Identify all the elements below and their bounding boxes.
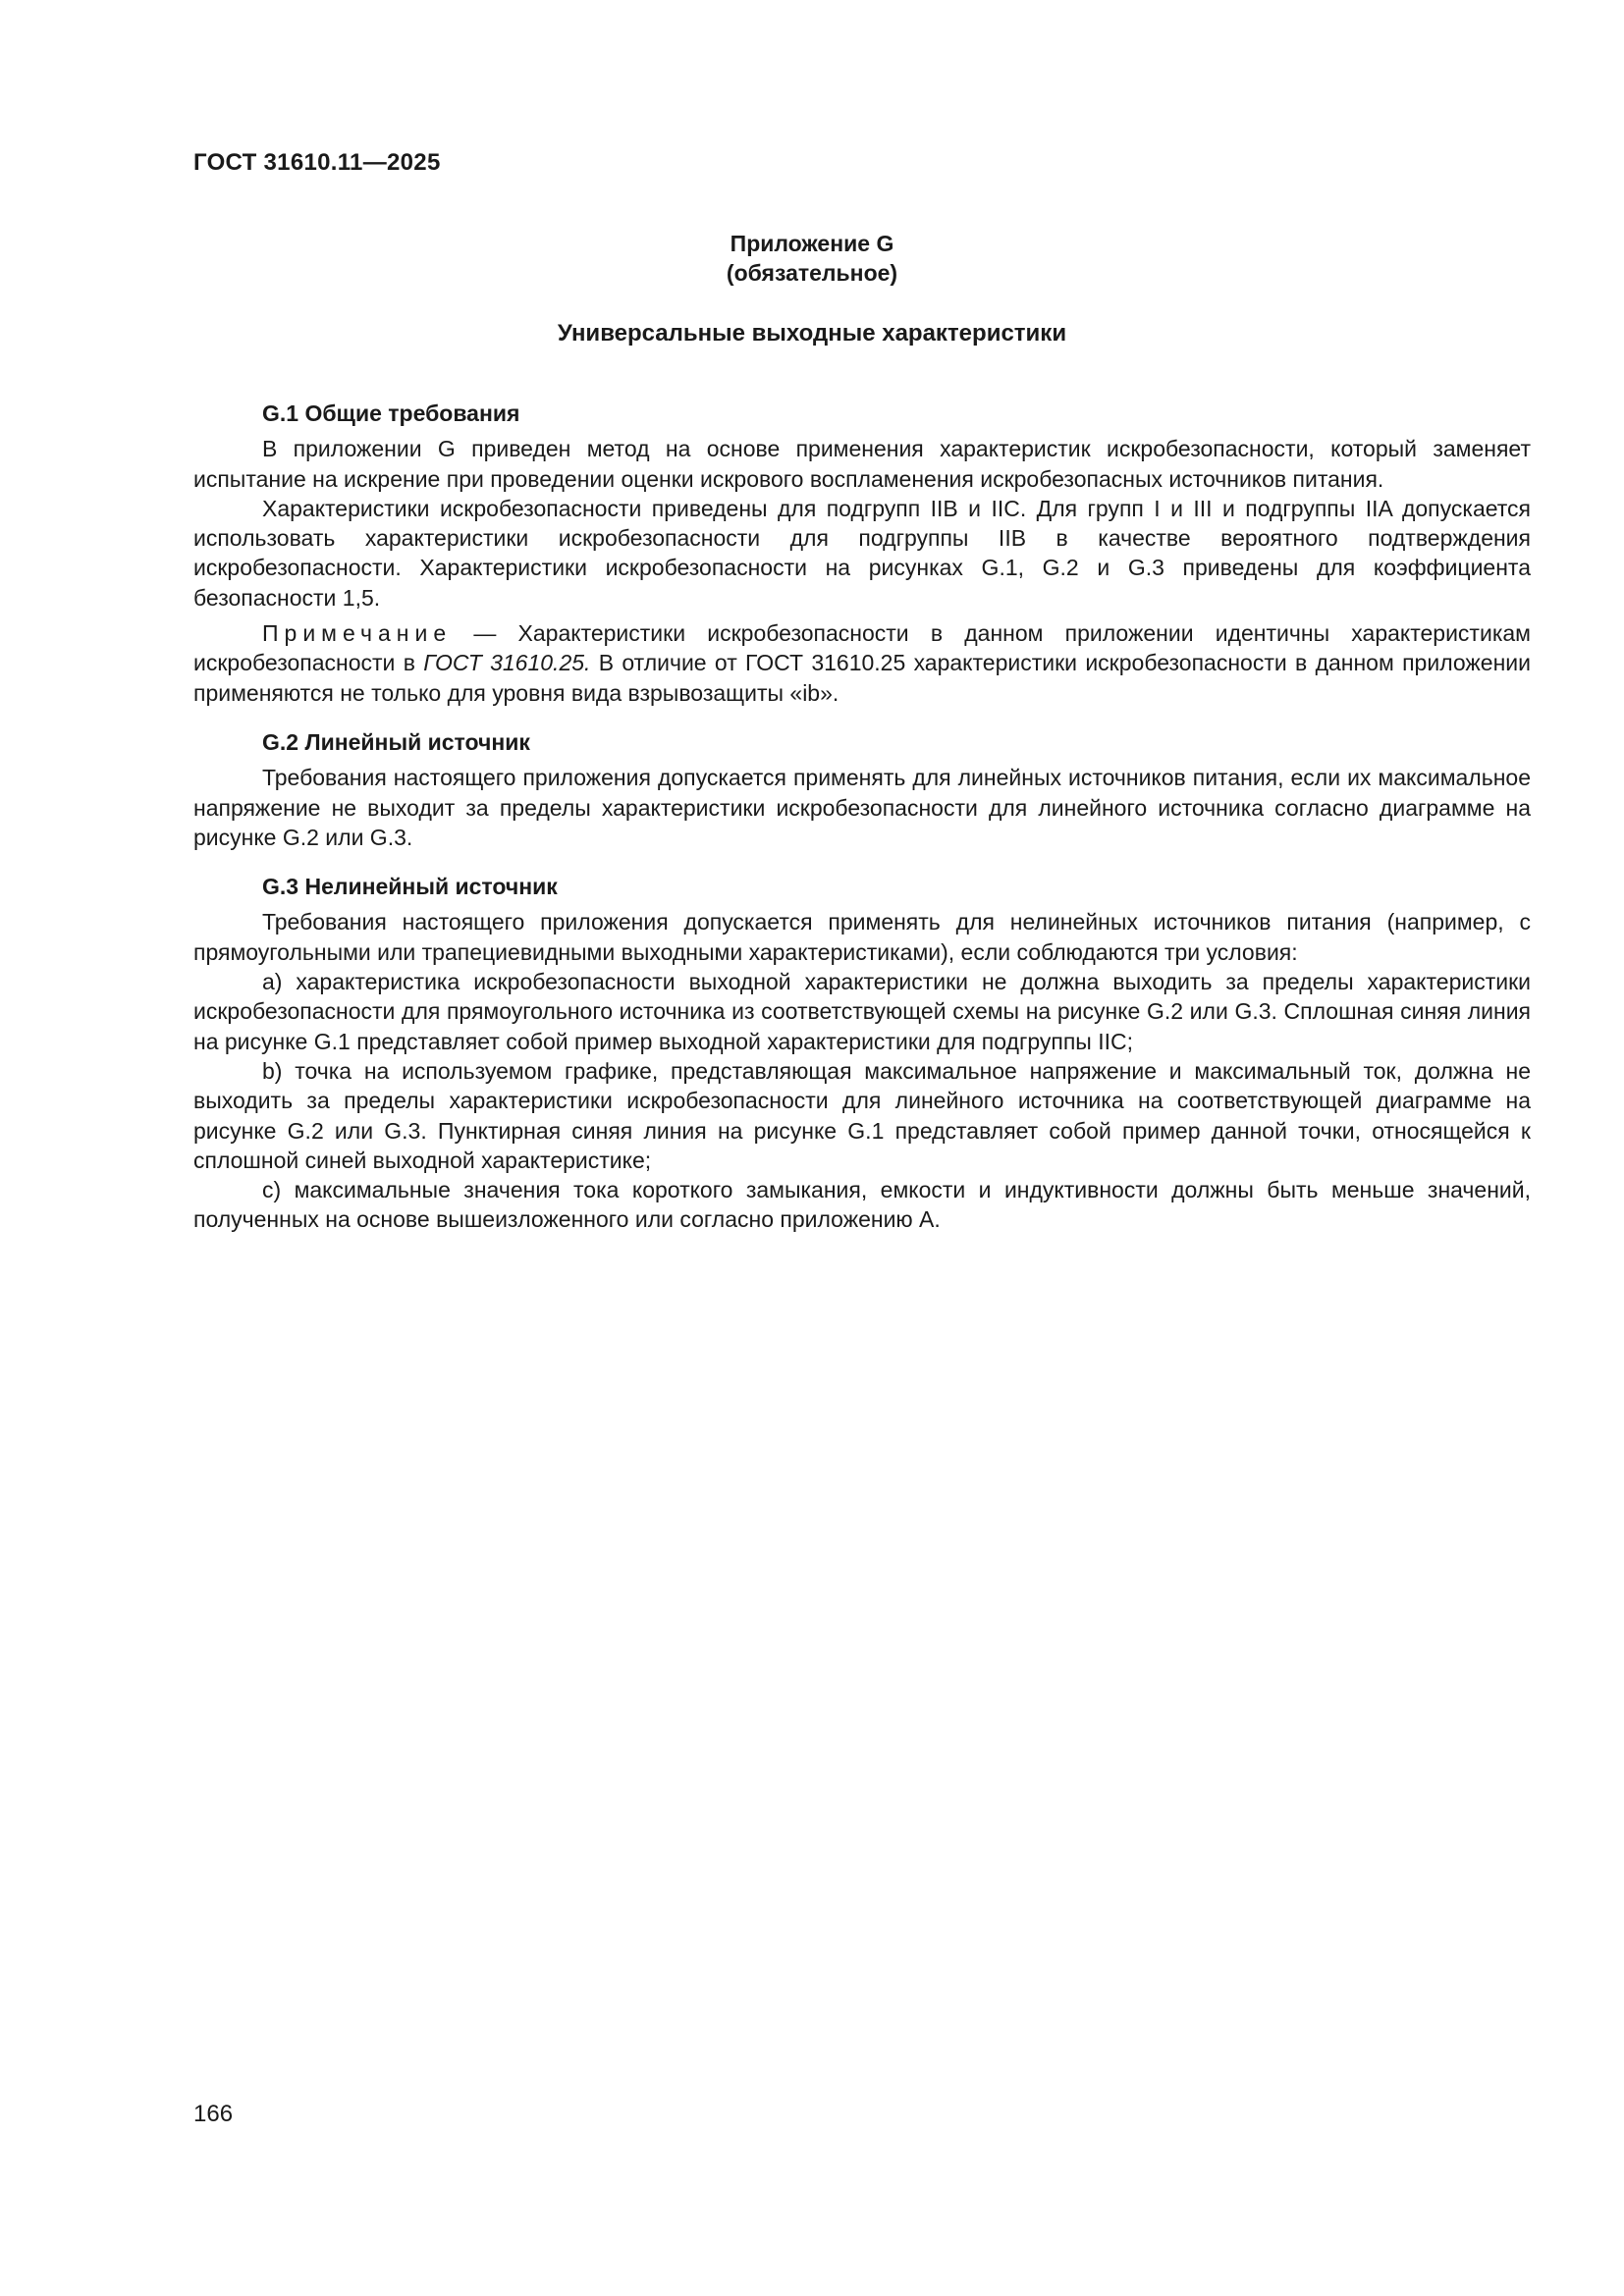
note-text-1: — Характеристики искробезопасности в данном приложении идентичны характеристикам искробезопасности в	[193, 620, 1531, 676]
section-g2-paragraph-1: Требования настоящего приложения допускается применять для линейных источников питания, если их максимальное напряжение не выходит за пределы характеристики искробезопасности для линейного источника согласно диаграмме на рисунке G.2 или G.3.	[193, 765, 1531, 850]
section-g1-paragraph-1: В приложении G приведен метод на основе применения характеристик искробезопасности, который заменяет испытание на искрение при проведении оценки искрового воспламенения искробезопасных источников питания.	[193, 436, 1531, 492]
section-g1-note	[193, 618, 1531, 708]
note-label: Примечание	[262, 620, 453, 647]
section-g3-paragraph-1: Требования настоящего приложения допускается применять для нелинейных источников питания (например, с прямоугольными или трапециевидными выходными характеристиками), если соблюдаются три условия:	[193, 909, 1531, 965]
annex-status: (обязательное)	[726, 260, 898, 286]
section-g1-paragraph-2: Характеристики искробезопасности приведены для подгрупп IIB и IIC. Для групп I и III и подгруппы IIA допускается использовать характеристики искробезопасности для подгруппы IIB в качестве вероятного подтверждения искробезопасности. Характеристики искробезопасности на рисунках G.1, G.2 и G.3 приведены для коэффициента безопасности 1,5.	[193, 495, 1531, 611]
section-g3-item-a: a) характеристика искробезопасности выходной характеристики не должна выходить за пределы характеристики искробезопасности для прямоугольного источника из соответствующей схемы на рисунке G.2 или G.3. Сплошная синяя линия на рисунке G.1 представляет собой пример выходной характеристики для подгруппы IIC;	[193, 969, 1531, 1054]
page-number: 166	[193, 2101, 234, 2127]
annex-body	[193, 399, 1531, 1235]
section-g3-item-c: c) максимальные значения тока короткого замыкания, емкости и индуктивности должны быть меньше значений, полученных на основе вышеизложенного или согласно приложению A.	[193, 1177, 1531, 1233]
annex-title: Приложение G	[730, 231, 894, 256]
note-reference: ГОСТ 31610.25.	[423, 650, 591, 676]
section-g3-item-b: b) точка на используемом графике, представляющая максимальное напряжение и максимальный ток, должна не выходить за пределы характеристики искробезопасности для линейного источника на соответствующей диаграмме на рисунке G.2 или G.3. Пунктирная синяя линия на рисунке G.1 представляет собой пример данной точки, относящейся к сплошной синей выходной характеристике;	[193, 1057, 1531, 1173]
note-text-2: В отличие от ГОСТ 31610.25 характеристики искробезопасности в данном приложении применяются не только для уровня вида взрывозащиты «ib».	[193, 650, 1531, 706]
document-code: ГОСТ 31610.11—2025	[193, 149, 441, 176]
annex-heading: Универсальные выходные характеристики	[557, 320, 1067, 347]
section-g2-title: G.2 Линейный источник	[262, 728, 530, 755]
section-g3-title: G.3 Нелинейный источник	[262, 874, 558, 900]
section-g1-title: G.1 Общие требования	[262, 400, 520, 426]
